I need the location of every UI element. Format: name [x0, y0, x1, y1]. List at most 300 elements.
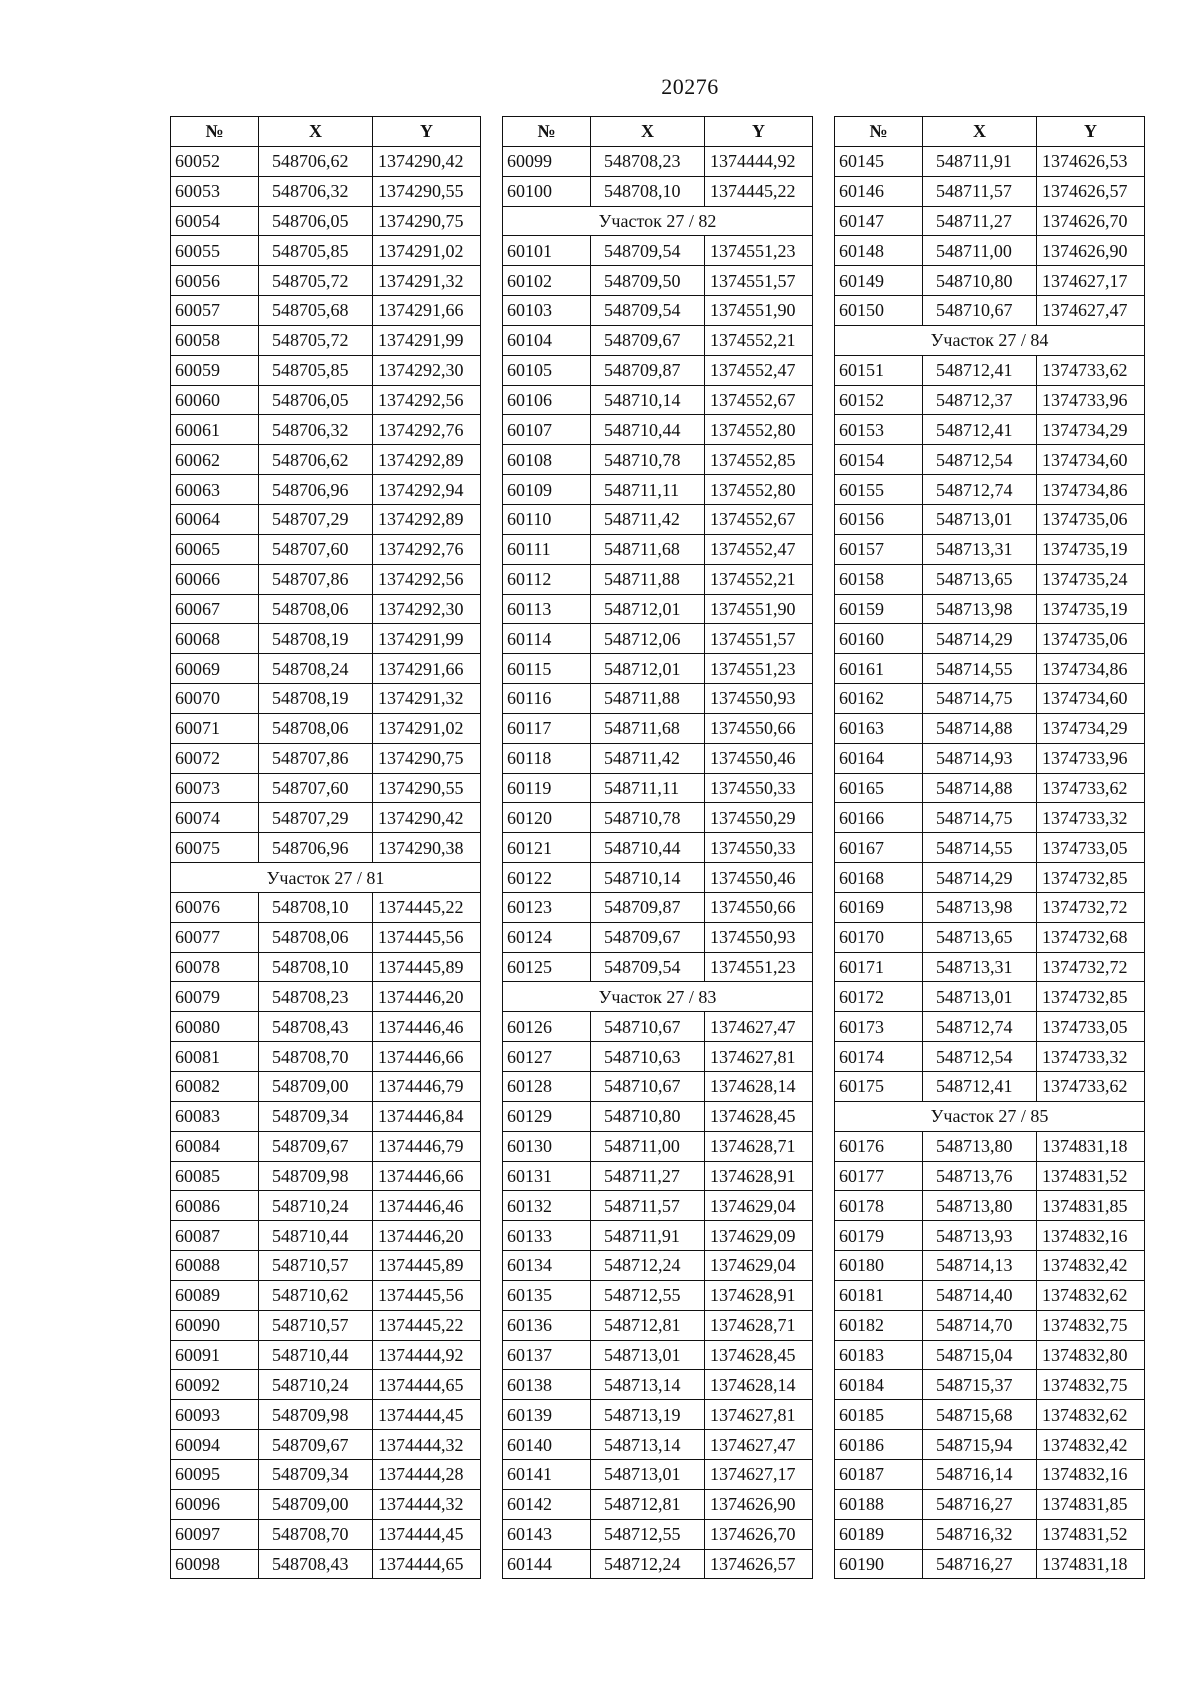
point-number-cell: 60061 [171, 415, 259, 445]
x-coordinate-cell: 548710,44 [259, 1221, 373, 1251]
table-row [171, 952, 481, 982]
y-coordinate-cell: 1374626,90 [1037, 236, 1145, 266]
y-coordinate-cell: 1374446,46 [373, 1191, 481, 1221]
header-y: Y [373, 117, 481, 147]
point-number-cell: 60074 [171, 803, 259, 833]
table-row [171, 1459, 481, 1489]
table-row [503, 1072, 813, 1102]
y-coordinate-cell: 1374292,89 [373, 445, 481, 475]
point-number-cell: 60114 [503, 624, 591, 654]
point-number-cell: 60188 [835, 1489, 923, 1519]
point-number-cell: 60055 [171, 236, 259, 266]
x-coordinate-cell: 548711,88 [591, 684, 705, 714]
table-row [503, 1191, 813, 1221]
y-coordinate-cell: 1374551,23 [705, 236, 813, 266]
table-row [503, 713, 813, 743]
y-coordinate-cell: 1374732,72 [1037, 952, 1145, 982]
table-row [171, 206, 481, 236]
y-coordinate-cell: 1374290,42 [373, 803, 481, 833]
x-coordinate-cell: 548711,42 [591, 743, 705, 773]
x-coordinate-cell: 548707,29 [259, 803, 373, 833]
x-coordinate-cell: 548714,29 [923, 624, 1037, 654]
y-coordinate-cell: 1374734,86 [1037, 654, 1145, 684]
x-coordinate-cell: 548712,06 [591, 624, 705, 654]
point-number-cell: 60086 [171, 1191, 259, 1221]
table-row [503, 803, 813, 833]
x-coordinate-cell: 548711,91 [923, 146, 1037, 176]
point-number-cell: 60168 [835, 863, 923, 893]
x-coordinate-cell: 548709,50 [591, 266, 705, 296]
x-coordinate-cell: 548705,72 [259, 266, 373, 296]
x-coordinate-cell: 548713,98 [923, 594, 1037, 624]
x-coordinate-cell: 548715,04 [923, 1340, 1037, 1370]
y-coordinate-cell: 1374831,52 [1037, 1161, 1145, 1191]
table-row [171, 1370, 481, 1400]
y-coordinate-cell: 1374733,32 [1037, 803, 1145, 833]
y-coordinate-cell: 1374445,22 [373, 1310, 481, 1340]
x-coordinate-cell: 548716,14 [923, 1459, 1037, 1489]
point-number-cell: 60087 [171, 1221, 259, 1251]
table-row [835, 206, 1145, 236]
y-coordinate-cell: 1374552,67 [705, 504, 813, 534]
table-row [835, 982, 1145, 1012]
x-coordinate-cell: 548713,01 [923, 982, 1037, 1012]
table-row [835, 266, 1145, 296]
point-number-cell: 60132 [503, 1191, 591, 1221]
point-number-cell: 60190 [835, 1549, 923, 1579]
point-number-cell: 60129 [503, 1101, 591, 1131]
x-coordinate-cell: 548715,68 [923, 1400, 1037, 1430]
point-number-cell: 60089 [171, 1280, 259, 1310]
y-coordinate-cell: 1374291,32 [373, 684, 481, 714]
table-row [835, 773, 1145, 803]
y-coordinate-cell: 1374627,47 [1037, 296, 1145, 326]
y-coordinate-cell: 1374290,75 [373, 206, 481, 236]
table-row [503, 624, 813, 654]
x-coordinate-cell: 548709,87 [591, 892, 705, 922]
point-number-cell: 60162 [835, 684, 923, 714]
y-coordinate-cell: 1374626,70 [705, 1519, 813, 1549]
table-row [171, 1400, 481, 1430]
y-coordinate-cell: 1374551,23 [705, 952, 813, 982]
y-coordinate-cell: 1374444,32 [373, 1430, 481, 1460]
table-row [171, 1549, 481, 1579]
y-coordinate-cell: 1374832,16 [1037, 1221, 1145, 1251]
point-number-cell: 60105 [503, 355, 591, 385]
y-coordinate-cell: 1374552,80 [705, 415, 813, 445]
point-number-cell: 60097 [171, 1519, 259, 1549]
y-coordinate-cell: 1374551,23 [705, 654, 813, 684]
x-coordinate-cell: 548713,93 [923, 1221, 1037, 1251]
y-coordinate-cell: 1374552,21 [705, 564, 813, 594]
table-row [171, 743, 481, 773]
x-coordinate-cell: 548712,24 [591, 1251, 705, 1281]
y-coordinate-cell: 1374735,06 [1037, 624, 1145, 654]
y-coordinate-cell: 1374832,16 [1037, 1459, 1145, 1489]
x-coordinate-cell: 548710,14 [591, 385, 705, 415]
x-coordinate-cell: 548716,27 [923, 1489, 1037, 1519]
y-coordinate-cell: 1374832,75 [1037, 1370, 1145, 1400]
y-coordinate-cell: 1374550,33 [705, 833, 813, 863]
table-row [835, 684, 1145, 714]
table-row [835, 713, 1145, 743]
point-number-cell: 60173 [835, 1012, 923, 1042]
x-coordinate-cell: 548710,57 [259, 1310, 373, 1340]
point-number-cell: 60172 [835, 982, 923, 1012]
table-row [503, 594, 813, 624]
y-coordinate-cell: 1374831,18 [1037, 1549, 1145, 1579]
header-y: Y [1037, 117, 1145, 147]
table-row [835, 146, 1145, 176]
y-coordinate-cell: 1374290,55 [373, 773, 481, 803]
y-coordinate-cell: 1374627,17 [705, 1459, 813, 1489]
x-coordinate-cell: 548709,54 [591, 296, 705, 326]
x-coordinate-cell: 548709,98 [259, 1400, 373, 1430]
point-number-cell: 60100 [503, 176, 591, 206]
y-coordinate-cell: 1374290,55 [373, 176, 481, 206]
x-coordinate-cell: 548711,00 [923, 236, 1037, 266]
x-coordinate-cell: 548715,94 [923, 1430, 1037, 1460]
y-coordinate-cell: 1374626,57 [705, 1549, 813, 1579]
y-coordinate-cell: 1374291,32 [373, 266, 481, 296]
x-coordinate-cell: 548711,57 [591, 1191, 705, 1221]
y-coordinate-cell: 1374291,99 [373, 624, 481, 654]
x-coordinate-cell: 548713,65 [923, 922, 1037, 952]
x-coordinate-cell: 548710,78 [591, 445, 705, 475]
point-number-cell: 60141 [503, 1459, 591, 1489]
x-coordinate-cell: 548711,68 [591, 713, 705, 743]
y-coordinate-cell: 1374628,45 [705, 1340, 813, 1370]
y-coordinate-cell: 1374291,02 [373, 713, 481, 743]
point-number-cell: 60128 [503, 1072, 591, 1102]
y-coordinate-cell: 1374832,75 [1037, 1310, 1145, 1340]
y-coordinate-cell: 1374552,80 [705, 475, 813, 505]
y-coordinate-cell: 1374628,14 [705, 1072, 813, 1102]
y-coordinate-cell: 1374733,62 [1037, 773, 1145, 803]
point-number-cell: 60057 [171, 296, 259, 326]
point-number-cell: 60111 [503, 534, 591, 564]
table-row [503, 504, 813, 534]
x-coordinate-cell: 548708,23 [591, 146, 705, 176]
table-row [835, 445, 1145, 475]
table-row [503, 1131, 813, 1161]
section-row [503, 206, 813, 236]
table-row [503, 1310, 813, 1340]
point-number-cell: 60072 [171, 743, 259, 773]
y-coordinate-cell: 1374445,89 [373, 952, 481, 982]
x-coordinate-cell: 548713,31 [923, 534, 1037, 564]
table-row [171, 1430, 481, 1460]
table-row [503, 1042, 813, 1072]
table-row [171, 594, 481, 624]
y-coordinate-cell: 1374292,89 [373, 504, 481, 534]
y-coordinate-cell: 1374446,66 [373, 1161, 481, 1191]
table-row [171, 296, 481, 326]
table-row [835, 803, 1145, 833]
point-number-cell: 60091 [171, 1340, 259, 1370]
y-coordinate-cell: 1374627,81 [705, 1400, 813, 1430]
point-number-cell: 60134 [503, 1251, 591, 1281]
point-number-cell: 60096 [171, 1489, 259, 1519]
x-coordinate-cell: 548709,54 [591, 236, 705, 266]
table-row [835, 1459, 1145, 1489]
point-number-cell: 60169 [835, 892, 923, 922]
y-coordinate-cell: 1374292,56 [373, 564, 481, 594]
table-row [503, 1370, 813, 1400]
y-coordinate-cell: 1374732,85 [1037, 982, 1145, 1012]
table-row [835, 475, 1145, 505]
point-number-cell: 60068 [171, 624, 259, 654]
table-row [503, 684, 813, 714]
x-coordinate-cell: 548713,01 [591, 1340, 705, 1370]
y-coordinate-cell: 1374627,47 [705, 1012, 813, 1042]
y-coordinate-cell: 1374626,53 [1037, 146, 1145, 176]
y-coordinate-cell: 1374626,70 [1037, 206, 1145, 236]
table-row [503, 445, 813, 475]
table-row [171, 1340, 481, 1370]
y-coordinate-cell: 1374446,84 [373, 1101, 481, 1131]
x-coordinate-cell: 548710,67 [591, 1012, 705, 1042]
x-coordinate-cell: 548713,14 [591, 1430, 705, 1460]
point-number-cell: 60113 [503, 594, 591, 624]
point-number-cell: 60154 [835, 445, 923, 475]
table-row [171, 1101, 481, 1131]
y-coordinate-cell: 1374552,47 [705, 534, 813, 564]
y-coordinate-cell: 1374444,65 [373, 1370, 481, 1400]
point-number-cell: 60121 [503, 833, 591, 863]
x-coordinate-cell: 548710,78 [591, 803, 705, 833]
table-row [835, 833, 1145, 863]
x-coordinate-cell: 548714,75 [923, 684, 1037, 714]
point-number-cell: 60098 [171, 1549, 259, 1579]
y-coordinate-cell: 1374292,94 [373, 475, 481, 505]
x-coordinate-cell: 548707,60 [259, 534, 373, 564]
point-number-cell: 60140 [503, 1430, 591, 1460]
y-coordinate-cell: 1374446,66 [373, 1042, 481, 1072]
y-coordinate-cell: 1374626,57 [1037, 176, 1145, 206]
point-number-cell: 60112 [503, 564, 591, 594]
x-coordinate-cell: 548706,96 [259, 833, 373, 863]
table-row [171, 803, 481, 833]
y-coordinate-cell: 1374733,05 [1037, 1012, 1145, 1042]
table-row [503, 534, 813, 564]
table-row [835, 1549, 1145, 1579]
x-coordinate-cell: 548716,27 [923, 1549, 1037, 1579]
point-number-cell: 60080 [171, 1012, 259, 1042]
y-coordinate-cell: 1374551,57 [705, 624, 813, 654]
x-coordinate-cell: 548711,42 [591, 504, 705, 534]
x-coordinate-cell: 548716,32 [923, 1519, 1037, 1549]
x-coordinate-cell: 548709,87 [591, 355, 705, 385]
x-coordinate-cell: 548713,01 [923, 504, 1037, 534]
x-coordinate-cell: 548710,80 [923, 266, 1037, 296]
point-number-cell: 60170 [835, 922, 923, 952]
point-number-cell: 60153 [835, 415, 923, 445]
y-coordinate-cell: 1374292,30 [373, 355, 481, 385]
table-row [835, 1072, 1145, 1102]
point-number-cell: 60180 [835, 1251, 923, 1281]
y-coordinate-cell: 1374734,29 [1037, 713, 1145, 743]
x-coordinate-cell: 548706,96 [259, 475, 373, 505]
x-coordinate-cell: 548714,88 [923, 713, 1037, 743]
table-row [503, 833, 813, 863]
x-coordinate-cell: 548713,80 [923, 1131, 1037, 1161]
y-coordinate-cell: 1374629,04 [705, 1251, 813, 1281]
table-row [171, 1280, 481, 1310]
table-row [503, 1549, 813, 1579]
y-coordinate-cell: 1374732,72 [1037, 892, 1145, 922]
y-coordinate-cell: 1374290,42 [373, 146, 481, 176]
y-coordinate-cell: 1374291,66 [373, 654, 481, 684]
x-coordinate-cell: 548713,19 [591, 1400, 705, 1430]
table-row [835, 564, 1145, 594]
table-row [503, 922, 813, 952]
point-number-cell: 60176 [835, 1131, 923, 1161]
y-coordinate-cell: 1374445,22 [373, 892, 481, 922]
x-coordinate-cell: 548711,57 [923, 176, 1037, 206]
point-number-cell: 60148 [835, 236, 923, 266]
section-row [835, 1101, 1145, 1131]
x-coordinate-cell: 548712,54 [923, 1042, 1037, 1072]
point-number-cell: 60127 [503, 1042, 591, 1072]
table-row [171, 385, 481, 415]
point-number-cell: 60115 [503, 654, 591, 684]
point-number-cell: 60103 [503, 296, 591, 326]
point-number-cell: 60178 [835, 1191, 923, 1221]
point-number-cell: 60109 [503, 475, 591, 505]
x-coordinate-cell: 548709,67 [591, 922, 705, 952]
y-coordinate-cell: 1374626,90 [705, 1489, 813, 1519]
y-coordinate-cell: 1374446,79 [373, 1072, 481, 1102]
point-number-cell: 60189 [835, 1519, 923, 1549]
point-number-cell: 60081 [171, 1042, 259, 1072]
table-row [503, 296, 813, 326]
table-row [503, 1012, 813, 1042]
y-coordinate-cell: 1374444,32 [373, 1489, 481, 1519]
table-row [171, 922, 481, 952]
header-x: X [923, 117, 1037, 147]
table-row [503, 1489, 813, 1519]
point-number-cell: 60164 [835, 743, 923, 773]
table-row [835, 743, 1145, 773]
point-number-cell: 60186 [835, 1430, 923, 1460]
x-coordinate-cell: 548712,54 [923, 445, 1037, 475]
table-row [503, 236, 813, 266]
x-coordinate-cell: 548712,55 [591, 1280, 705, 1310]
y-coordinate-cell: 1374550,66 [705, 713, 813, 743]
y-coordinate-cell: 1374292,76 [373, 534, 481, 564]
y-coordinate-cell: 1374290,38 [373, 833, 481, 863]
x-coordinate-cell: 548710,67 [591, 1072, 705, 1102]
table-row [171, 892, 481, 922]
y-coordinate-cell: 1374550,33 [705, 773, 813, 803]
x-coordinate-cell: 548708,10 [259, 952, 373, 982]
point-number-cell: 60069 [171, 654, 259, 684]
y-coordinate-cell: 1374733,62 [1037, 1072, 1145, 1102]
x-coordinate-cell: 548712,55 [591, 1519, 705, 1549]
x-coordinate-cell: 548707,60 [259, 773, 373, 803]
y-coordinate-cell: 1374831,18 [1037, 1131, 1145, 1161]
point-number-cell: 60187 [835, 1459, 923, 1489]
point-number-cell: 60123 [503, 892, 591, 922]
x-coordinate-cell: 548712,41 [923, 355, 1037, 385]
point-number-cell: 60136 [503, 1310, 591, 1340]
x-coordinate-cell: 548706,05 [259, 385, 373, 415]
point-number-cell: 60056 [171, 266, 259, 296]
table-row [171, 504, 481, 534]
x-coordinate-cell: 548713,98 [923, 892, 1037, 922]
point-number-cell: 60082 [171, 1072, 259, 1102]
table-row [171, 415, 481, 445]
point-number-cell: 60171 [835, 952, 923, 982]
y-coordinate-cell: 1374832,80 [1037, 1340, 1145, 1370]
x-coordinate-cell: 548712,37 [923, 385, 1037, 415]
y-coordinate-cell: 1374831,52 [1037, 1519, 1145, 1549]
point-number-cell: 60117 [503, 713, 591, 743]
y-coordinate-cell: 1374551,90 [705, 296, 813, 326]
table-row [835, 1340, 1145, 1370]
y-coordinate-cell: 1374444,92 [705, 146, 813, 176]
point-number-cell: 60159 [835, 594, 923, 624]
x-coordinate-cell: 548710,80 [591, 1101, 705, 1131]
table-row [171, 176, 481, 206]
point-number-cell: 60053 [171, 176, 259, 206]
table-row [503, 564, 813, 594]
y-coordinate-cell: 1374291,66 [373, 296, 481, 326]
y-coordinate-cell: 1374444,28 [373, 1459, 481, 1489]
point-number-cell: 60104 [503, 325, 591, 355]
table-row [503, 415, 813, 445]
x-coordinate-cell: 548706,32 [259, 176, 373, 206]
point-number-cell: 60163 [835, 713, 923, 743]
point-number-cell: 60084 [171, 1131, 259, 1161]
x-coordinate-cell: 548707,86 [259, 743, 373, 773]
point-number-cell: 60125 [503, 952, 591, 982]
point-number-cell: 60063 [171, 475, 259, 505]
point-number-cell: 60181 [835, 1280, 923, 1310]
table-row [503, 1430, 813, 1460]
header-number: № [835, 117, 923, 147]
x-coordinate-cell: 548713,14 [591, 1370, 705, 1400]
point-number-cell: 60083 [171, 1101, 259, 1131]
x-coordinate-cell: 548709,54 [591, 952, 705, 982]
x-coordinate-cell: 548711,88 [591, 564, 705, 594]
point-number-cell: 60139 [503, 1400, 591, 1430]
table-header-row [171, 117, 481, 147]
x-coordinate-cell: 548710,44 [591, 415, 705, 445]
point-number-cell: 60138 [503, 1370, 591, 1400]
x-coordinate-cell: 548706,32 [259, 415, 373, 445]
table-row [171, 1489, 481, 1519]
table-row [171, 1131, 481, 1161]
x-coordinate-cell: 548711,00 [591, 1131, 705, 1161]
x-coordinate-cell: 548714,88 [923, 773, 1037, 803]
point-number-cell: 60165 [835, 773, 923, 803]
page-number: 20276 [661, 74, 719, 99]
section-label: Участок 27 / 81 [171, 863, 481, 893]
x-coordinate-cell: 548709,98 [259, 1161, 373, 1191]
y-coordinate-cell: 1374291,99 [373, 325, 481, 355]
point-number-cell: 60167 [835, 833, 923, 863]
table-row [171, 355, 481, 385]
point-number-cell: 60174 [835, 1042, 923, 1072]
table-row [835, 355, 1145, 385]
y-coordinate-cell: 1374444,92 [373, 1340, 481, 1370]
x-coordinate-cell: 548710,24 [259, 1370, 373, 1400]
y-coordinate-cell: 1374831,85 [1037, 1191, 1145, 1221]
x-coordinate-cell: 548712,24 [591, 1549, 705, 1579]
x-coordinate-cell: 548708,10 [591, 176, 705, 206]
